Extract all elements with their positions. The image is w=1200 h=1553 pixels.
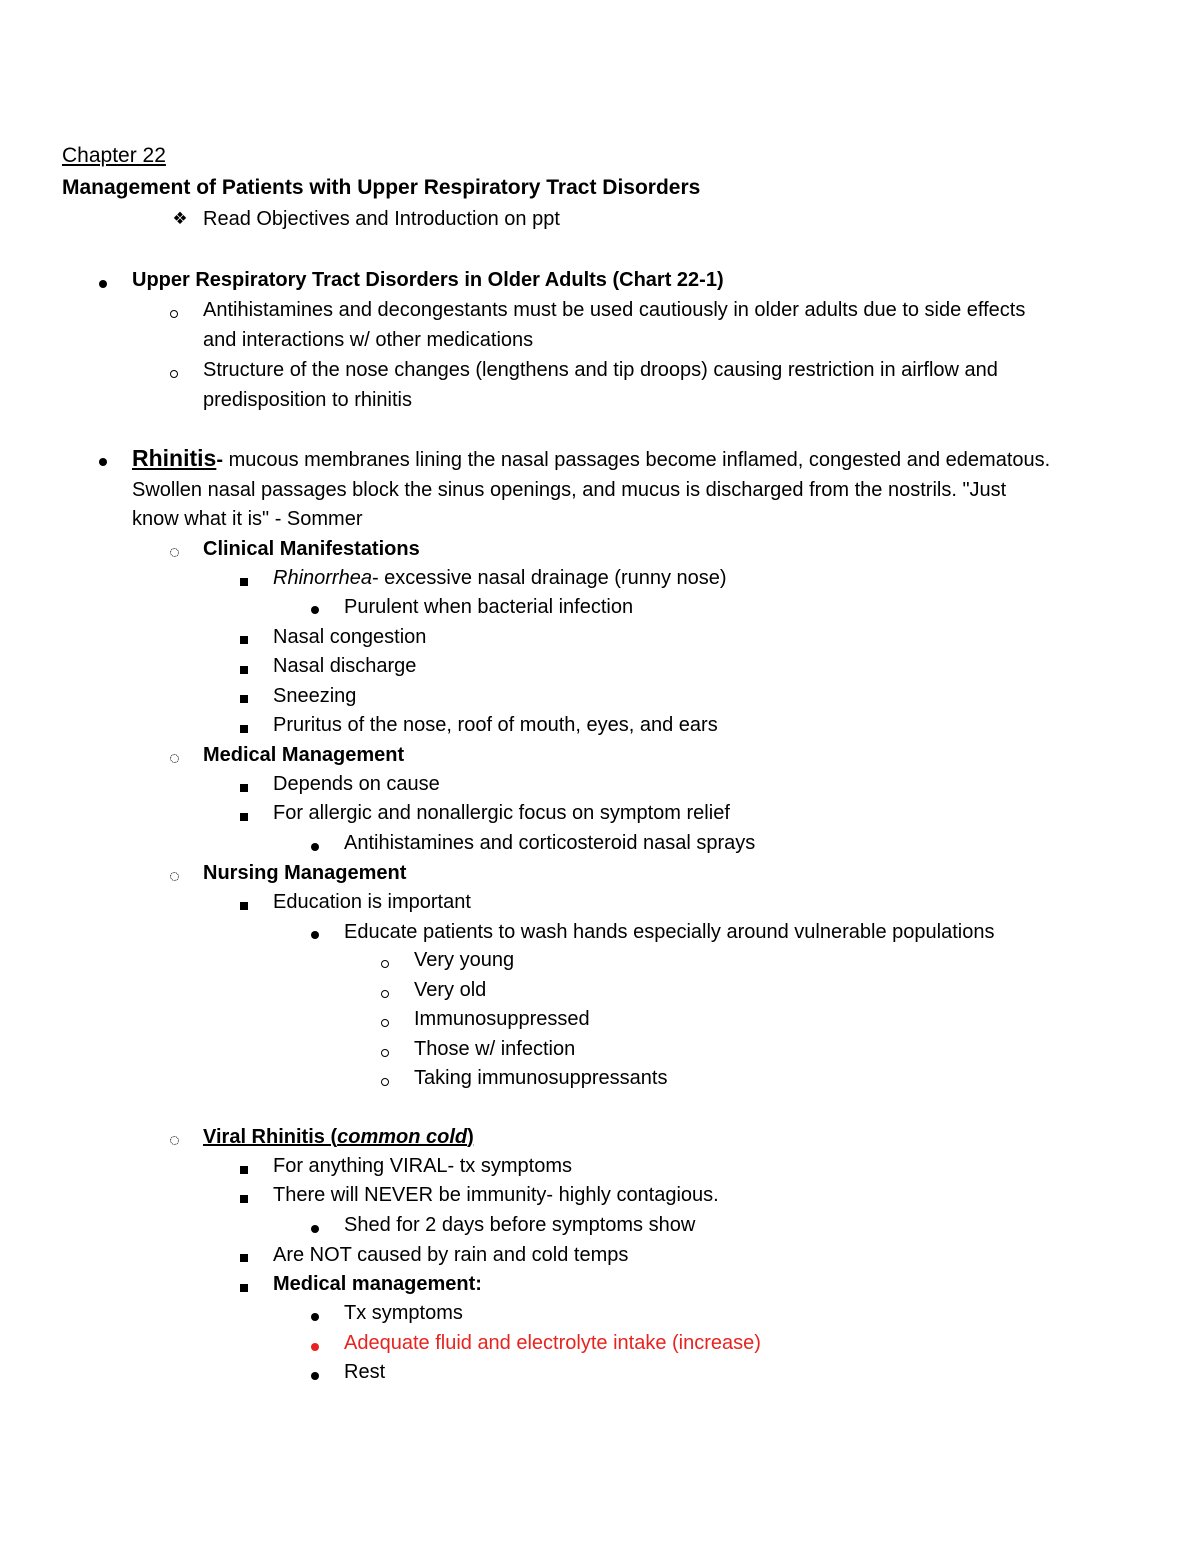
bullet-square-icon (240, 813, 248, 821)
bullet-square-icon (240, 695, 248, 703)
population-item: Immunosuppressed (414, 1008, 590, 1030)
population-item: Those w/ infection (414, 1038, 576, 1060)
clinical-item: Pruritus of the nose, roof of mouth, eyes, and ears (273, 714, 718, 736)
viral-heading-a: Viral Rhinitis ( (203, 1126, 338, 1148)
bullet-circle-icon (381, 960, 389, 968)
bullet-square-icon (240, 1166, 248, 1174)
bullet-dotted-circle-icon (170, 1136, 179, 1145)
nursing-heading: Nursing Management (203, 862, 407, 884)
older-adults-item1-line1: Antihistamines and decongestants must be used cautiously in older adults due to side effects (203, 299, 1026, 321)
bullet-circle-icon (170, 370, 178, 378)
rhinitis-definition-line1 (132, 446, 1050, 472)
bullet-square-icon (240, 636, 248, 644)
chapter-heading: Chapter 22 (62, 144, 166, 167)
bullet-square-icon (240, 666, 248, 674)
bullet-dot-icon (99, 280, 107, 288)
bullet-circle-icon (381, 990, 389, 998)
bullet-dot-icon (311, 931, 319, 939)
rhinitis-separator: - (216, 449, 224, 471)
rhinitis-definition-line2: Swollen nasal passages block the sinus openings, and mucus is discharged from the nostrils. "Just (132, 479, 1007, 501)
viral-mm2: Adequate fluid and electrolyte intake (increase) (344, 1332, 761, 1354)
clinical-item: Nasal congestion (273, 626, 427, 648)
rhinorrhea-item (273, 566, 727, 590)
bullet-circle-icon (381, 1078, 389, 1086)
bullet-square-icon (240, 902, 248, 910)
population-item: Taking immunosuppressants (414, 1067, 668, 1089)
read-note: Read Objectives and Introduction on ppt (203, 208, 560, 230)
bullet-dot-icon (311, 1225, 319, 1233)
population-item: Very old (414, 979, 487, 1001)
older-adults-item2-line2: predisposition to rhinitis (203, 389, 412, 411)
population-item: Very young (414, 949, 515, 971)
bullet-dot-icon (311, 1372, 319, 1380)
nursing-item1: Education is important (273, 891, 471, 913)
rhinitis-definition-line3: know what it is" - Sommer (132, 508, 363, 530)
bullet-dot-icon (311, 843, 319, 851)
viral-shed: Shed for 2 days before symptoms show (344, 1214, 696, 1236)
bullet-circle-icon (381, 1019, 389, 1027)
bullet-dotted-circle-icon (170, 872, 179, 881)
viral-mm3: Rest (344, 1361, 386, 1383)
bullet-circle-icon (381, 1049, 389, 1057)
medical-heading: Medical Management (203, 744, 405, 766)
older-adults-item1-line2: and interactions w/ other medications (203, 329, 534, 351)
viral-item2: There will NEVER be immunity- highly contagious. (273, 1184, 719, 1206)
medical-item2: For allergic and nonallergic focus on symptom relief (273, 802, 730, 824)
bullet-square-icon (240, 1195, 248, 1203)
nursing-sub: Educate patients to wash hands especially around vulnerable populations (344, 921, 995, 943)
bullet-circle-icon (170, 310, 178, 318)
viral-mm1: Tx symptoms (344, 1302, 463, 1324)
document-title: Management of Patients with Upper Respiratory Tract Disorders (62, 176, 701, 199)
bullet-dotted-circle-icon (170, 754, 179, 763)
rhinitis-term: Rhinitis (132, 445, 217, 471)
viral-heading (203, 1125, 474, 1149)
clinical-item: Sneezing (273, 685, 357, 707)
clinical-heading: Clinical Manifestations (203, 538, 420, 560)
bullet-dot-icon (99, 458, 107, 466)
rhinitis-def-text: mucous membranes lining the nasal passages become inflamed, congested and edematous. (223, 449, 1051, 471)
viral-mm-heading: Medical management: (273, 1273, 482, 1295)
older-adults-item2-line1: Structure of the nose changes (lengthens and tip droops) causing restriction in airflow and (203, 359, 998, 381)
purulent-item: Purulent when bacterial infection (344, 596, 634, 618)
bullet-square-icon (240, 725, 248, 733)
viral-item3: Are NOT caused by rain and cold temps (273, 1244, 629, 1266)
older-adults-heading: Upper Respiratory Tract Disorders in Older Adults (Chart 22-1) (132, 269, 724, 291)
bullet-dot-icon (311, 1313, 319, 1321)
bullet-square-icon (240, 1254, 248, 1262)
diamond-bullet-icon: ❖ (172, 209, 188, 228)
viral-item1: For anything VIRAL- tx symptoms (273, 1155, 572, 1177)
bullet-square-icon (240, 784, 248, 792)
viral-heading-b: common cold (337, 1126, 468, 1148)
clinical-item: Nasal discharge (273, 655, 417, 677)
viral-heading-c: ) (467, 1126, 474, 1148)
bullet-dot-icon (311, 1343, 319, 1351)
bullet-square-icon (240, 1284, 248, 1292)
rhinorrhea-term: Rhinorrhea (273, 567, 372, 589)
bullet-dot-icon (311, 606, 319, 614)
bullet-square-icon (240, 578, 248, 586)
medical-item1: Depends on cause (273, 773, 440, 795)
medical-sub: Antihistamines and corticosteroid nasal sprays (344, 832, 756, 854)
rhinorrhea-def: - excessive nasal drainage (runny nose) (371, 567, 727, 589)
bullet-dotted-circle-icon (170, 548, 179, 557)
